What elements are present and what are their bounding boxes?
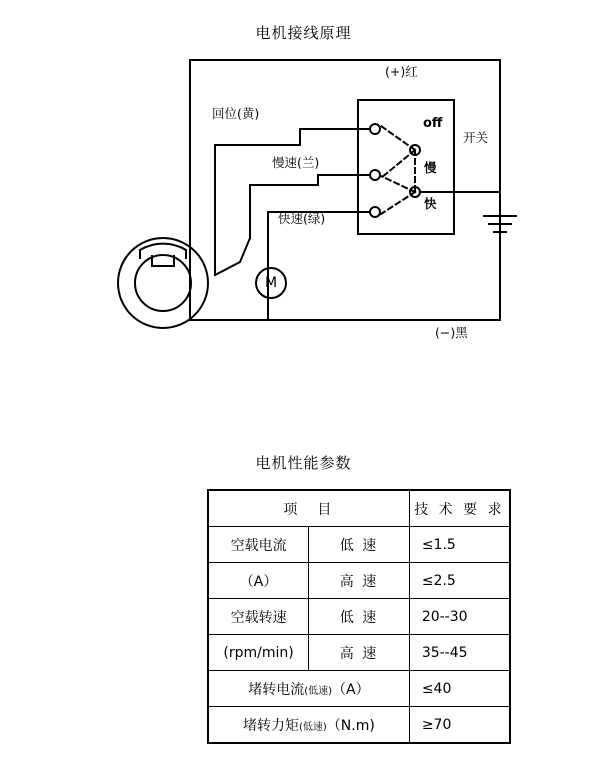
row-noload-current-unit: （A）: [208, 563, 309, 599]
drum-outer: [118, 238, 208, 328]
row-noload-current-item: 空载电流: [208, 527, 309, 563]
row-noload-current-high-label: 高 速: [309, 563, 410, 599]
row-noload-speed-high-label: 高 速: [309, 635, 410, 671]
row-noload-speed-low-label: 低 速: [309, 599, 410, 635]
lever-fast: [381, 192, 415, 214]
label-fast: 快: [424, 196, 437, 211]
row-stall-torque-item: [208, 707, 409, 744]
row-noload-current-low-value: ≤1.5: [409, 527, 510, 563]
row-noload-speed-low-value: 20--30: [409, 599, 510, 635]
row-noload-speed-item: 空载转速: [208, 599, 309, 635]
drum-cap: [140, 244, 186, 250]
stall-torque-note: (低速): [298, 721, 327, 733]
table-title: 电机性能参数: [255, 454, 352, 472]
label-fast-green: 快速(绿): [278, 211, 326, 226]
table-header-row: [208, 490, 510, 527]
contact-slow: [370, 170, 380, 180]
lever-off: [381, 126, 415, 150]
row-noload-current-high-value: ≤2.5: [409, 563, 510, 599]
lever-slow: [381, 176, 415, 192]
motor-bracket: [215, 240, 268, 320]
drum-inner: [135, 255, 191, 311]
spec-table: [207, 489, 511, 744]
stall-torque-label: 堵转力矩: [242, 717, 299, 734]
table-row: [208, 563, 510, 599]
row-stall-torque-value: ≥70: [409, 707, 510, 744]
label-slow-blue: 慢速(兰): [272, 155, 320, 170]
table-row: [208, 599, 510, 635]
table-row: [208, 527, 510, 563]
row-stall-current-value: ≤40: [409, 671, 510, 707]
drum-notch: [152, 256, 174, 266]
header-item: 项 目: [208, 490, 409, 527]
table-row: [208, 671, 510, 707]
lever-cross: [381, 150, 415, 178]
table-row: [208, 707, 510, 744]
contact-fast: [370, 207, 380, 217]
header-requirement: 技 术 要 求: [409, 490, 510, 527]
stall-current-label: 堵转电流: [248, 681, 305, 698]
stall-current-unit: （A）: [332, 681, 370, 698]
label-switch: 开关: [463, 130, 489, 145]
row-noload-current-low-label: 低 速: [309, 527, 410, 563]
stall-torque-unit: （N.m): [326, 717, 375, 734]
stall-current-note: (低速): [304, 685, 333, 697]
label-slow: 慢: [424, 160, 437, 175]
wire-blue: [318, 175, 370, 185]
row-noload-speed-high-value: 35--45: [409, 635, 510, 671]
row-stall-current-item: [208, 671, 409, 707]
diagram-title: 电机接线原理: [255, 24, 352, 42]
wire-yellow: [300, 129, 370, 145]
row-noload-speed-unit: (rpm/min): [208, 635, 309, 671]
contact-off: [370, 124, 380, 134]
label-reset-yellow: 回位(黄): [212, 106, 260, 121]
table-row: [208, 635, 510, 671]
label-motor: M: [265, 275, 278, 291]
label-negative-black: (−)黑: [435, 325, 468, 340]
label-off: off: [423, 116, 443, 131]
label-positive-red: (+)红: [385, 64, 418, 79]
motor-bracket-2: [215, 238, 250, 275]
